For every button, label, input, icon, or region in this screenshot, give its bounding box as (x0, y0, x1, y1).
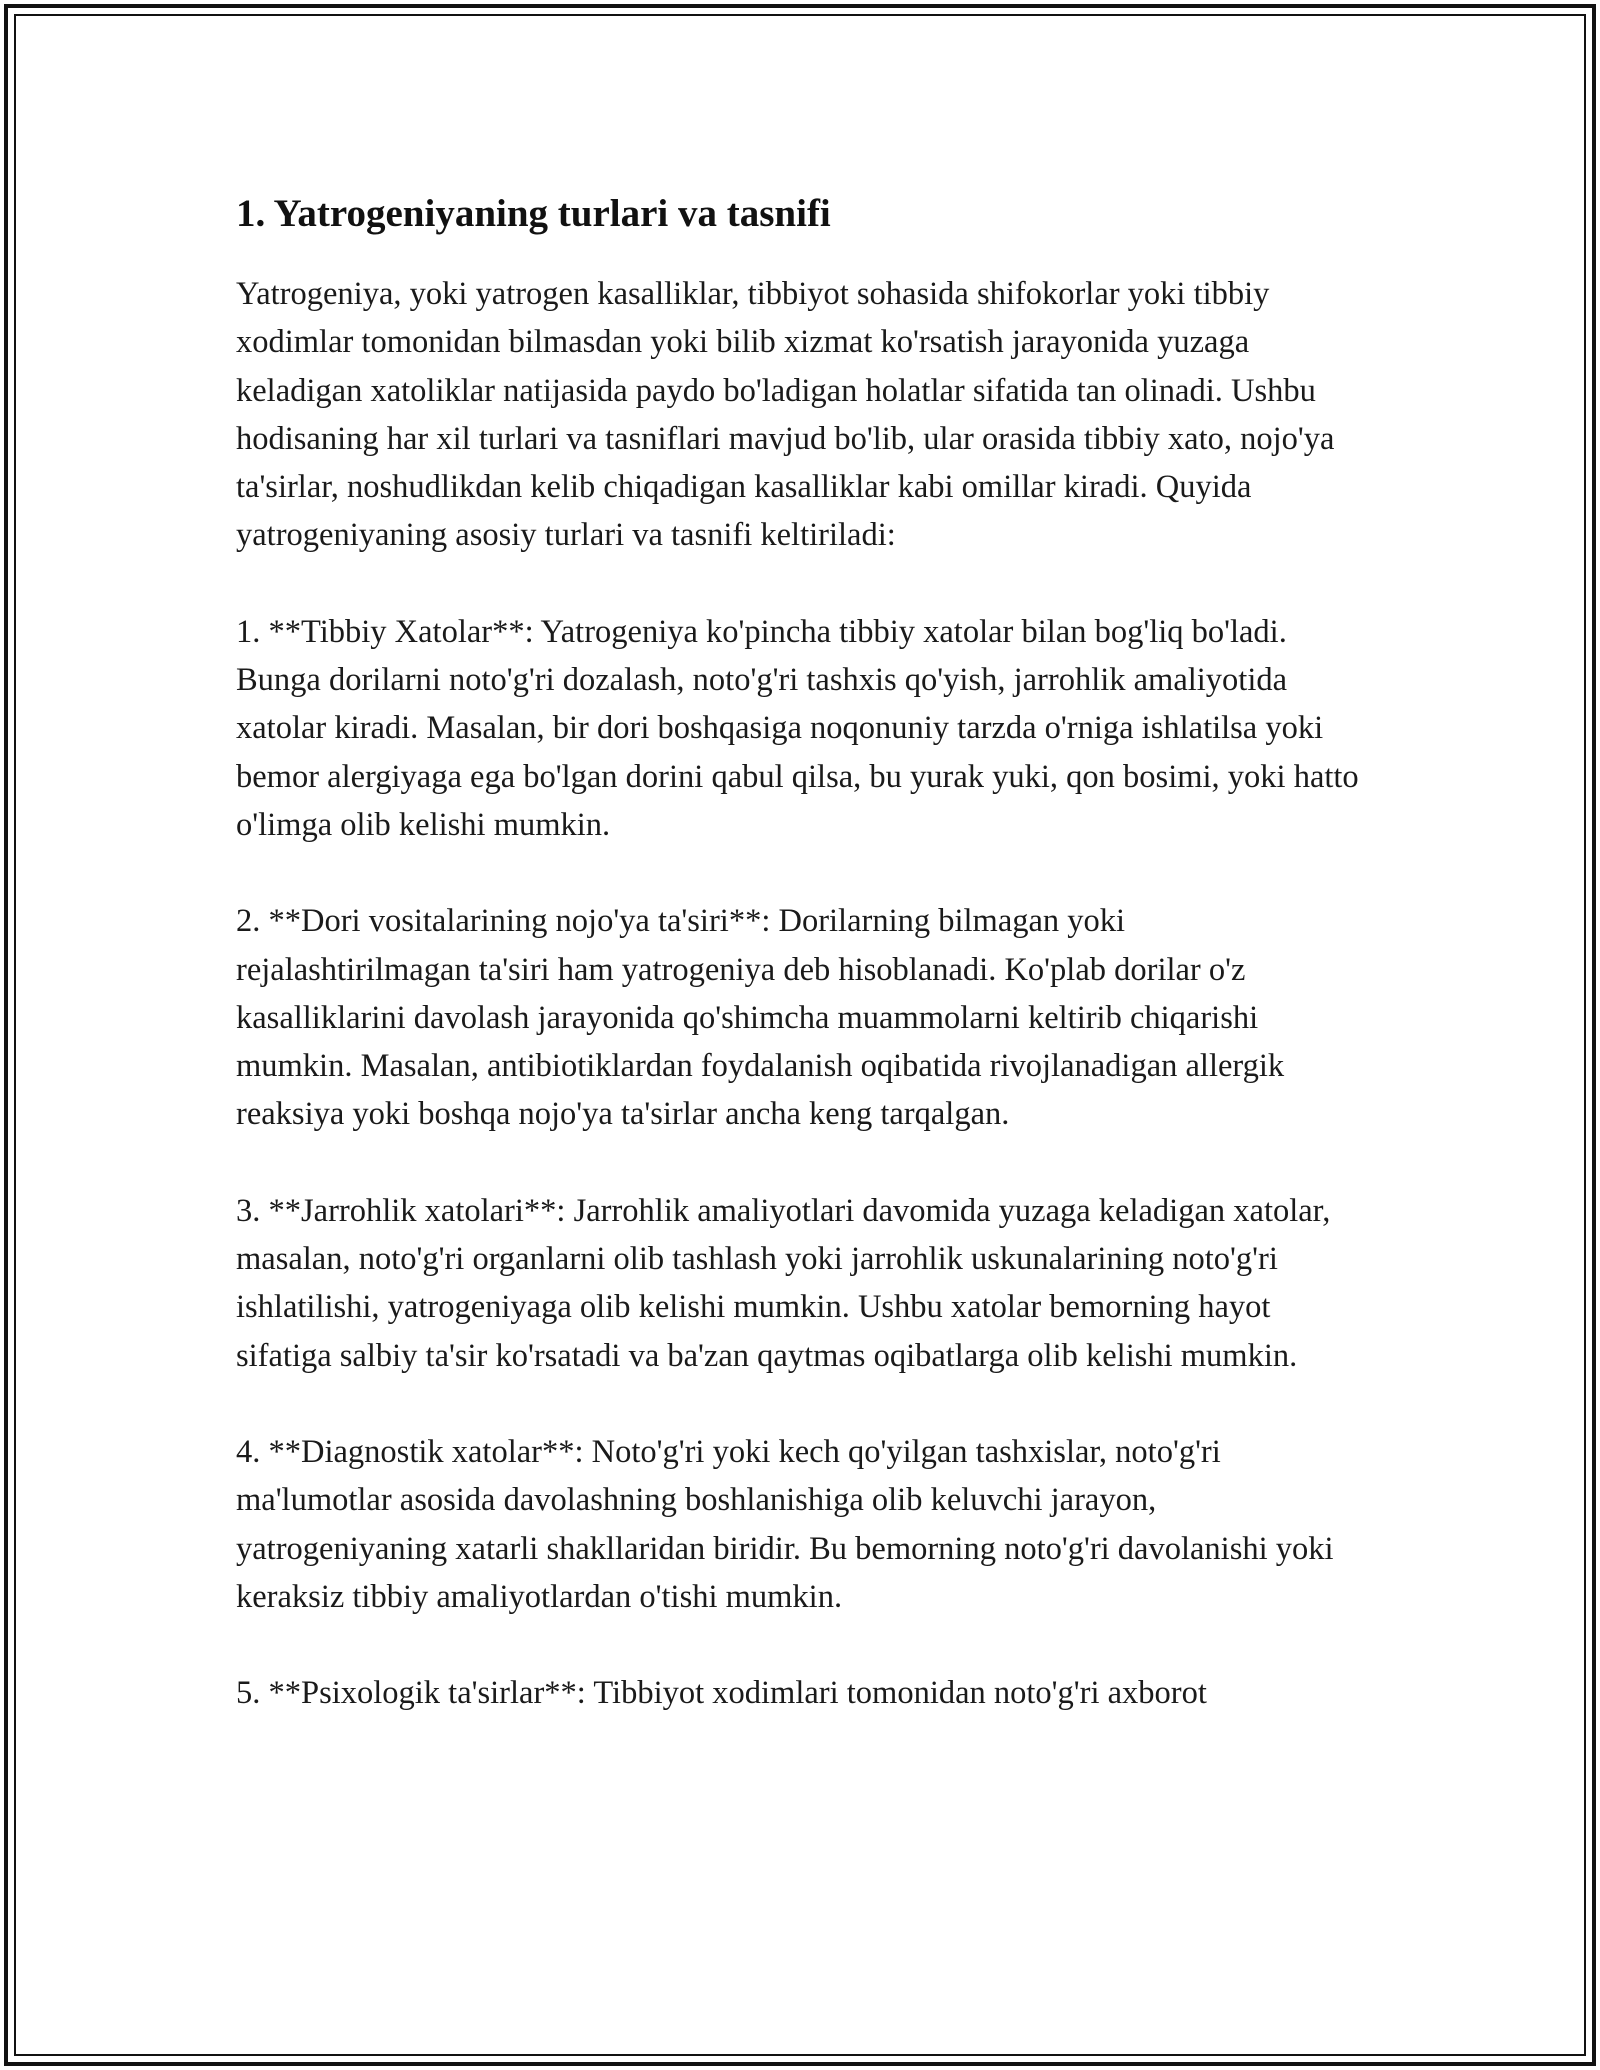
list-item-medical-errors: 1. **Tibbiy Xatolar**: Yatrogeniya ko'pincha tibbiy xatolar bilan bog'liq bo'ladi. Bunga dorilarni noto'g'ri dozalash, noto'g'ri tashxis qo'yish, jarrohlik amaliyotida xatolar kiradi. Masalan, bir dori boshqasiga noqonuniy tarzda o'rniga ishlatilsa yoki bemor alergiyaga ega bo'lgan dorini qabul qilsa, bu yurak yuki, qon bosimi, yoki hatto o'limga olib kelishi mumkin. (236, 613, 1359, 843)
list-item-drug-side-effects: 2. **Dori vositalarining nojo'ya ta'siri**: Dorilarning bilmagan yoki rejalashtirilmagan ta'siri ham yatrogeniya deb hisoblanadi. Ko'plab dorilar o'z kasalliklarini davolash jarayonida qo'shimcha muammolarni keltirib chiqarishi mumkin. Masalan, antibiotiklardan foydalanish oqibatida rivojlanadigan allergik reaksiya yoki boshqa nojo'ya ta'sirlar ancha keng tarqalgan. (236, 903, 1285, 1133)
intro-paragraph: Yatrogeniya, yoki yatrogen kasalliklar, tibbiyot sohasida shifokorlar yoki tibbiy xodimlar tomonidan bilmasdan yoki bilib xizmat ko'rsatish jarayonida yuzaga keladigan xatoliklar natijasida paydo bo'ladigan holatlar sifatida tan olinadi. Ushbu hodisaning har xil turlari va tasniflari mavjud bo'lib, ular orasida tibbiy xato, nojo'ya ta'sirlar, noshudlikdan kelib chiqadigan kasalliklar kabi omillar kiradi. Quyida yatrogeniyaning asosiy turlari va tasnifi keltiriladi: (236, 276, 1335, 554)
document-page (236, 186, 1366, 1765)
list-item-surgical-errors: 3. **Jarrohlik xatolari**: Jarrohlik amaliyotlari davomida yuzaga keladigan xatolar, masalan, noto'g'ri organlarni olib tashlash yoki jarrohlik uskunalarining noto'g'ri ishlatilishi, yatrogeniyaga olib kelishi mumkin. Ushbu xatolar bemorning hayot sifatiga salbiy ta'sir ko'rsatadi va ba'zan qaytmas oqibatlarga olib kelishi mumkin. (236, 1192, 1331, 1374)
section-heading: 1. Yatrogeniyaning turlari va tasnifi (236, 192, 831, 235)
list-item-diagnostic-errors: 4. **Diagnostik xatolar**: Noto'g'ri yoki kech qo'yilgan tashxislar, noto'g'ri ma'lumotlar asosida davolashning boshlanishiga olib keluvchi jarayon, yatrogeniyaning xatarli shakllaridan biridir. Bu bemorning noto'g'ri davolanishi yoki keraksiz tibbiy amaliyotlardan o'tishi mumkin. (236, 1433, 1334, 1615)
list-item-psychological-effects: 5. **Psixologik ta'sirlar**: Tibbiyot xodimlari tomonidan noto'g'ri axborot (236, 1675, 1207, 1712)
